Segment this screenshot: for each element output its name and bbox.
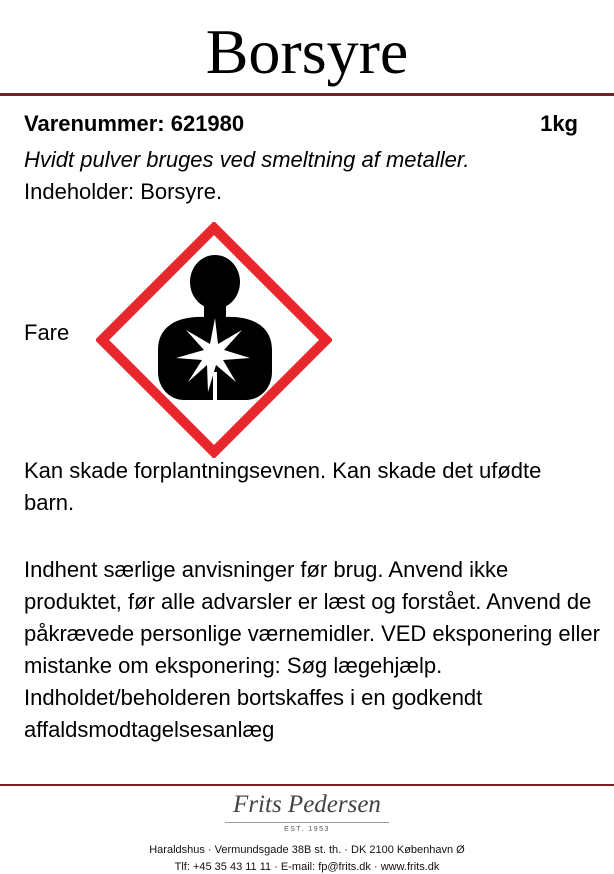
contents-line: Indeholder: Borsyre. (24, 179, 223, 204)
precautionary-statement: Indhent særlige anvisninger før brug. Anvend ikke produktet, før alle advarsler er læst og forstået. Anvend de påkrævede personlige værnemidler. VED eksponering eller mistanke om eksponering: Søg lægehjælp. Indholdet/beholderen bortskaffes i en godkendt affaldsmodtagelsesanlæg (24, 557, 600, 742)
net-weight: 1kg (540, 111, 578, 136)
logo-underline (225, 822, 389, 823)
hazard-statement: Kan skade forplantningsevnen. Kan skade det ufødte barn. (24, 458, 542, 515)
company-contact: Tlf: +45 35 43 11 11 · E-mail: fp@frits.dk · www.frits.dk (174, 861, 440, 873)
health-hazard-icon (96, 222, 332, 458)
footer-divider (0, 784, 614, 786)
established-year: EST. 1953 (284, 826, 330, 833)
header-divider (0, 93, 614, 96)
product-description: Hvidt pulver bruges ved smeltning af metaller. (24, 147, 470, 172)
company-logo: Frits Pedersen (233, 791, 381, 818)
article-number: Varenummer: 621980 (24, 111, 245, 136)
signal-word: Fare (24, 320, 70, 345)
company-address: Haraldshus · Vermundsgade 38B st. th. · DK 2100 København Ø (149, 844, 465, 856)
product-title: Borsyre (205, 16, 409, 87)
